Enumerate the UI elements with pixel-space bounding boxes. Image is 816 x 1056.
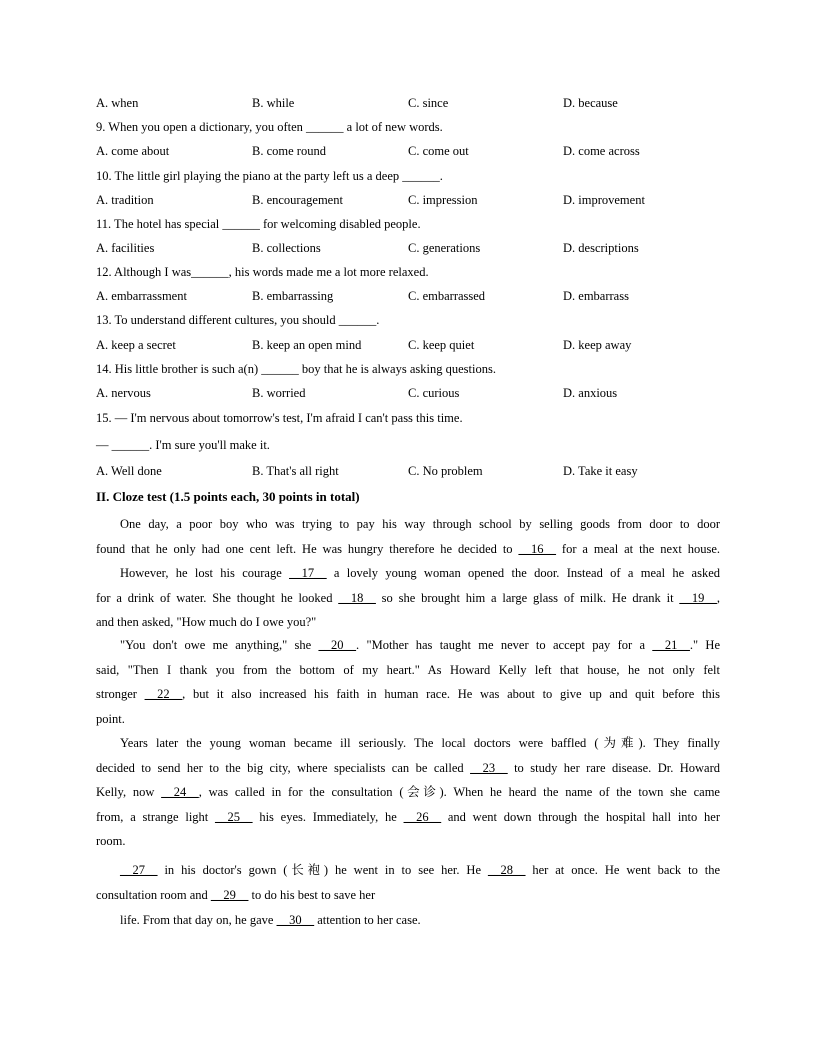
blank-18[interactable]: __18__ bbox=[338, 590, 376, 605]
q8-option-a: A. when bbox=[96, 96, 139, 110]
section-title-cloze: II. Cloze test (1.5 points each, 30 points in total) bbox=[96, 489, 360, 504]
passage-text: so she brought him a large glass of milk. He drank it bbox=[381, 590, 674, 605]
passage-text: and went down through the hospital hall into her bbox=[447, 809, 720, 824]
q15-option-c: C. No problem bbox=[408, 464, 483, 478]
q8-option-b: B. while bbox=[252, 96, 295, 110]
passage-text: to do his best to save her bbox=[251, 887, 376, 902]
q10-options bbox=[96, 193, 736, 209]
passage-text: One day, a poor boy who was trying to pay his way through school by selling goods from door to door bbox=[120, 517, 720, 531]
blank-23[interactable]: __23__ bbox=[470, 760, 508, 775]
q14-option-c: C. curious bbox=[408, 386, 460, 400]
q15-options bbox=[96, 464, 736, 480]
blank-26[interactable]: __26__ bbox=[403, 809, 442, 824]
q14-options bbox=[96, 386, 736, 402]
passage-text: Kelly, now bbox=[96, 785, 155, 799]
blank-22[interactable]: __22__ bbox=[144, 687, 183, 701]
q8-option-d: D. because bbox=[563, 96, 618, 110]
q11-stem: 11. The hotel has special ______ for welcoming disabled people. bbox=[96, 217, 421, 231]
passage-text: his eyes. Immediately, he bbox=[259, 809, 397, 824]
passage-text: for a drink of water. She thought he looked bbox=[96, 590, 333, 605]
passage-text: found that he only had one cent left. He was hungry therefore he decided to bbox=[96, 541, 513, 556]
blank-19[interactable]: __19__ bbox=[679, 590, 717, 605]
q9-options bbox=[96, 144, 736, 160]
q14-option-b: B. worried bbox=[252, 386, 306, 400]
q12-option-a: A. embarrassment bbox=[96, 289, 187, 303]
passage-text: her at once. He went back to the bbox=[532, 863, 721, 877]
passage-text: and then asked, "How much do I owe you?" bbox=[96, 615, 317, 629]
blank-29[interactable]: __29__ bbox=[210, 887, 249, 902]
passage-text: Years later the young woman became ill seriously. The local doctors were baffled (为难). They finally bbox=[120, 736, 720, 750]
q15-option-b: B. That's all right bbox=[252, 464, 339, 478]
passage-text: attention to her case. bbox=[317, 913, 421, 927]
q15-option-d: D. Take it easy bbox=[563, 464, 638, 478]
blank-17[interactable]: __17__ bbox=[289, 566, 327, 580]
q13-stem: 13. To understand different cultures, you should ______. bbox=[96, 313, 380, 327]
passage-text: stronger bbox=[96, 687, 137, 701]
passage-paragraph-1 bbox=[96, 512, 720, 561]
blank-20[interactable]: __20__ bbox=[318, 638, 357, 652]
q13-option-d: D. keep away bbox=[563, 338, 632, 352]
passage-text: in his doctor's gown (长袍) he went in to see her. He bbox=[164, 863, 481, 877]
q12-option-c: C. embarrassed bbox=[408, 289, 486, 303]
passage-text: However, he lost his courage bbox=[120, 566, 282, 580]
blank-25[interactable]: __25__ bbox=[215, 809, 253, 824]
blank-16[interactable]: __16__ bbox=[518, 541, 556, 556]
q11-option-c: C. generations bbox=[408, 241, 481, 255]
q12-stem: 12. Although I was______, his words made me a lot more relaxed. bbox=[96, 265, 429, 279]
passage-text: , was called in for the consultation (会诊). When he heard the name of the town she came bbox=[198, 785, 720, 799]
passage-text: for a meal at the next house. bbox=[561, 541, 721, 556]
passage-paragraph-6 bbox=[96, 908, 720, 933]
passage-text: , bbox=[716, 590, 721, 605]
blank-28[interactable]: __28__ bbox=[487, 863, 526, 877]
blank-24[interactable]: __24__ bbox=[161, 785, 199, 799]
q11-option-b: B. collections bbox=[252, 241, 321, 255]
passage-text: to study her rare disease. Dr. Howard bbox=[514, 760, 721, 775]
passage-text: a lovely young woman opened the door. Instead of a meal he asked bbox=[333, 566, 720, 580]
q10-option-d: D. improvement bbox=[563, 193, 645, 207]
blank-21[interactable]: __21__ bbox=[652, 638, 690, 652]
q10-option-c: C. impression bbox=[408, 193, 478, 207]
q10-option-a: A. tradition bbox=[96, 193, 154, 207]
passage-text: . "Mother has taught me never to accept pay for a bbox=[356, 638, 646, 652]
q12-options bbox=[96, 289, 736, 305]
passage-text: said, "Then I thank you from the bottom of my heart." As Howard Kelly left that house, he not only felt bbox=[96, 662, 720, 677]
q14-option-d: D. anxious bbox=[563, 386, 618, 400]
blank-27[interactable]: __27__ bbox=[120, 863, 158, 877]
passage-text: decided to send her to the big city, where specialists can be called bbox=[96, 760, 464, 775]
passage-text: "You don't owe me anything," she bbox=[120, 638, 312, 652]
q11-options bbox=[96, 241, 736, 257]
q10-stem: 10. The little girl playing the piano at the party left us a deep ______. bbox=[96, 169, 443, 183]
q8-option-c: C. since bbox=[408, 96, 449, 110]
q13-option-c: C. keep quiet bbox=[408, 338, 475, 352]
q9-option-c: C. come out bbox=[408, 144, 469, 158]
passage-text: life. From that day on, he gave bbox=[120, 913, 274, 927]
q13-option-b: B. keep an open mind bbox=[252, 338, 362, 352]
q10-option-b: B. encouragement bbox=[252, 193, 343, 207]
q9-option-d: D. come across bbox=[563, 144, 640, 158]
q15-reply: — ______. I'm sure you'll make it. bbox=[96, 438, 270, 452]
q8-options bbox=[96, 96, 736, 112]
passage-text: , but it also increased his faith in human race. He was about to give up and quit before this bbox=[182, 687, 721, 701]
q14-stem: 14. His little brother is such a(n) ______ boy that he is always asking questions. bbox=[96, 362, 496, 376]
q12-option-d: D. embarrass bbox=[563, 289, 629, 303]
q13-options bbox=[96, 338, 736, 354]
passage-paragraph-5 bbox=[96, 858, 720, 907]
passage-text: consultation room and bbox=[96, 887, 208, 902]
q9-stem: 9. When you open a dictionary, you often ______ a lot of new words. bbox=[96, 120, 443, 134]
passage-text: ." He bbox=[689, 638, 721, 652]
q9-option-a: A. come about bbox=[96, 144, 170, 158]
q9-option-b: B. come round bbox=[252, 144, 326, 158]
passage-text: from, a strange light bbox=[96, 809, 209, 824]
q11-option-d: D. descriptions bbox=[563, 241, 639, 255]
passage-paragraph-2 bbox=[96, 561, 720, 635]
q14-option-a: A. nervous bbox=[96, 386, 151, 400]
q15-stem: 15. — I'm nervous about tomorrow's test, I'm afraid I can't pass this time. bbox=[96, 411, 463, 425]
passage-text: room. bbox=[96, 834, 126, 848]
q12-option-b: B. embarrassing bbox=[252, 289, 334, 303]
passage-paragraph-4 bbox=[96, 731, 720, 854]
passage-paragraph-3 bbox=[96, 633, 720, 731]
blank-30[interactable]: __30__ bbox=[276, 913, 315, 927]
q11-option-a: A. facilities bbox=[96, 241, 155, 255]
passage-text: point. bbox=[96, 711, 125, 726]
q13-option-a: A. keep a secret bbox=[96, 338, 176, 352]
q15-option-a: A. Well done bbox=[96, 464, 162, 478]
